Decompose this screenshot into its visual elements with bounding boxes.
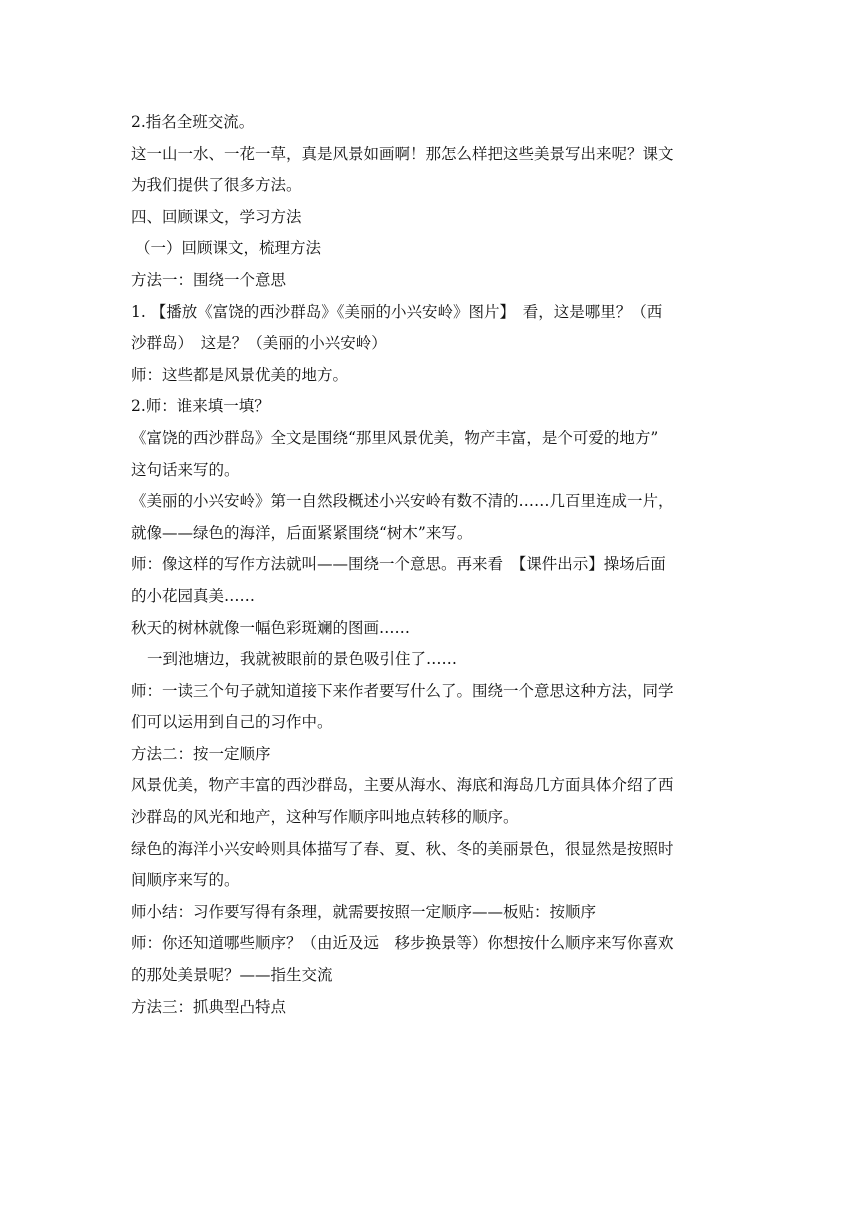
text-line: 沙群岛的风光和地产，这种写作顺序叫地点转移的顺序。 [131,808,519,827]
text-line: 沙群岛） 这是？（美丽的小兴安岭） [131,334,387,353]
text-line: 绿色的海洋小兴安岭则具体描写了春、夏、秋、冬的美丽景色，很显然是按照时 [131,839,674,858]
method-heading: 方法二：按一定顺序 [131,744,271,763]
text-line: 师：像这样的写作方法就叫——围绕一个意思。再来看 【课件出示】操场后面 [131,555,666,574]
text-line: 1. 【播放《富饶的西沙群岛》《美丽的小兴安岭》图片】 看，这是哪里？（西 [131,302,663,321]
method-heading: 方法一：围绕一个意思 [131,270,287,289]
text-line: 就像——绿色的海洋，后面紧紧围绕“树木”来写。 [131,523,473,542]
text-line: 这句话来写的。 [131,460,240,479]
text-line: 师小结：习作要写得有条理，就需要按照一定顺序——板贴：按顺序 [131,902,597,921]
document-body [131,107,731,1023]
text-line: 秋天的树林就像一幅色彩斑斓的图画…… [131,618,411,637]
text-line: 为我们提供了很多方法。 [131,176,302,195]
text-line: 《美丽的小兴安岭》第一自然段概述小兴安岭有数不清的……几百里连成一片， [131,492,674,511]
text-line: 师：这些都是风景优美的地方。 [131,365,349,384]
text-line: 这一山一水、一花一草，真是风景如画啊！那怎么样把这些美景写出来呢？课文 [131,144,674,163]
text-line: 《富饶的西沙群岛》全文是围绕“那里风景优美，物产丰富，是个可爱的地方” [131,428,659,447]
text-line: 师：一读三个句子就知道接下来作者要写什么了。围绕一个意思这种方法，同学 [131,681,674,700]
text-line: 们可以运用到自己的习作中。 [131,713,333,732]
section-heading: 四、回顾课文，学习方法 [131,207,302,226]
text-line: 的小花园真美…… [131,586,256,605]
text-line: 一到池塘边，我就被眼前的景色吸引住了…… [147,650,458,669]
subsection-heading: （一）回顾课文，梳理方法 [135,239,322,258]
text-line: 的那处美景呢？——指生交流 [131,966,333,985]
text-line: 风景优美，物产丰富的西沙群岛，主要从海水、海底和海岛几方面具体介绍了西 [131,776,674,795]
text-line: 间顺序来写的。 [131,871,240,890]
text-line: 2.指名全班交流。 [131,113,255,131]
text-line: 2.师：谁来填一填？ [131,397,270,416]
text-line: 师：你还知道哪些顺序？（由近及远 移步换景等）你想按什么顺序来写你喜欢 [131,934,674,953]
method-heading: 方法三：抓典型凸特点 [131,997,287,1016]
